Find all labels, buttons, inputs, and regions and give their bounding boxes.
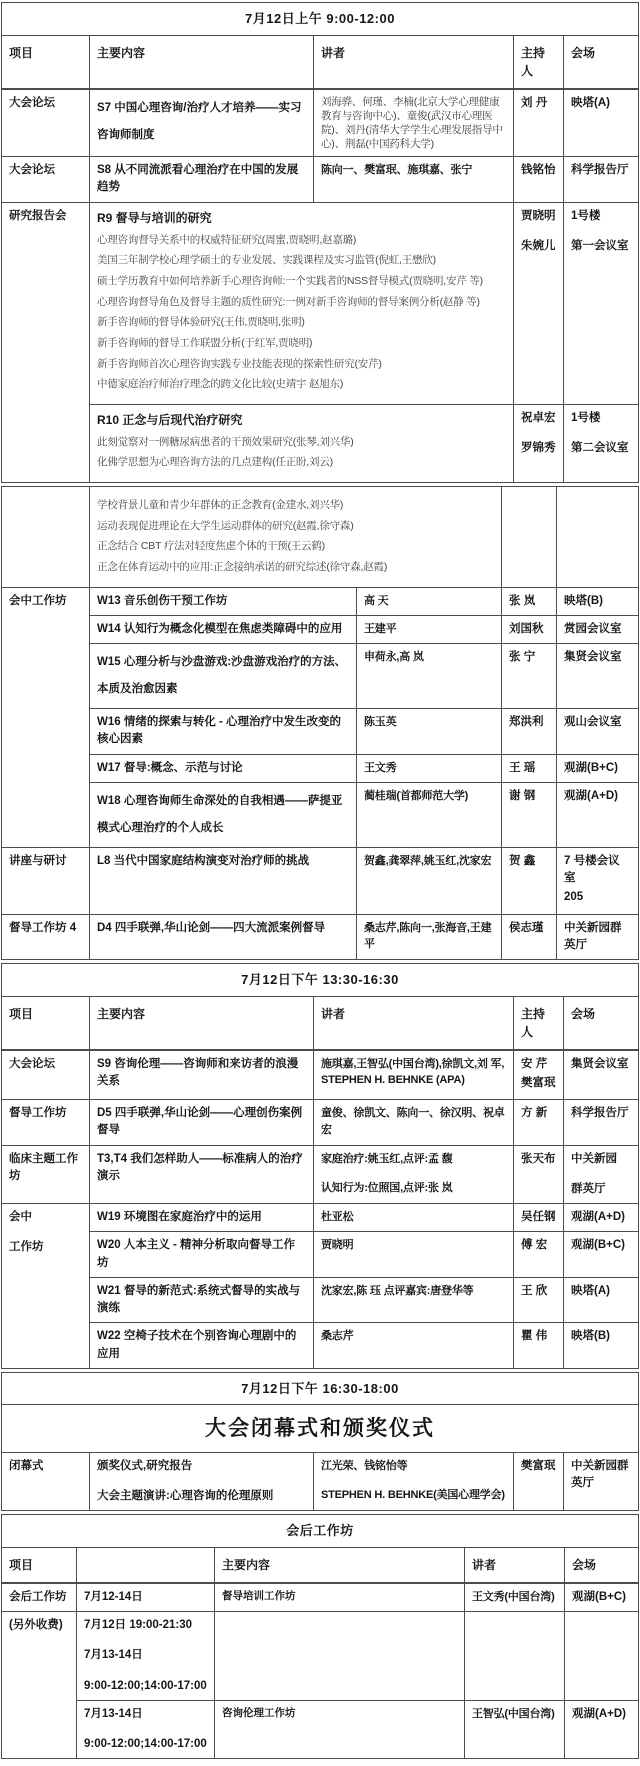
table-row xyxy=(2,847,639,914)
content-cell: 督导培训工作坊 xyxy=(215,1583,465,1612)
closing-ceremony-table xyxy=(1,1372,639,1512)
table-row xyxy=(2,3,639,36)
column-header xyxy=(77,1547,215,1583)
paper-item: 正念结合 CBT 疗法对轻度焦虑个体的干预(王云鹤) xyxy=(97,540,325,553)
content-cell: W17 督导:概念、示范与讨论 xyxy=(90,754,357,782)
content-cell: W16 情绪的探索与转化 - 心理治疗中发生改变的核心因素 xyxy=(90,709,357,755)
venue-cell: 映塔(A) xyxy=(564,1277,639,1323)
session-type-cell: 督导工作坊 xyxy=(2,1100,90,1146)
venue-cell: 观湖(B+C) xyxy=(557,754,639,782)
table-row xyxy=(2,1372,639,1405)
cell-line: 罗锦秀 xyxy=(521,442,556,455)
cell-line: 家庭治疗:姚玉红,点评:孟 馥 xyxy=(321,1152,453,1165)
morning-session-continued-table xyxy=(1,486,639,960)
column-header: 主持人 xyxy=(514,996,564,1050)
session-type-cell: (另外收费) xyxy=(2,1612,77,1759)
table-row xyxy=(2,487,639,588)
venue-cell xyxy=(564,1145,639,1204)
cell-line: 9:00-12:00;14:00-17:00 xyxy=(84,1738,207,1751)
chair-cell: 瞿 伟 xyxy=(514,1323,564,1369)
column-header: 项目 xyxy=(2,35,90,89)
afternoon-session-table xyxy=(1,963,639,1369)
column-header: 会场 xyxy=(565,1547,639,1583)
column-header: 项目 xyxy=(2,996,90,1050)
venue-cell xyxy=(564,202,639,404)
column-header: 讲者 xyxy=(314,996,514,1050)
content-cell: T3,T4 我们怎样助人——标准病人的治疗演示 xyxy=(90,1145,314,1204)
speakers-cell: 杜亚松 xyxy=(314,1204,514,1232)
table-row xyxy=(2,1232,639,1278)
speakers-cell xyxy=(314,1452,514,1511)
speakers-cell: 施琪嘉,王智弘(中国台湾),徐凯文,刘 军, STEPHEN H. BEHNKE (APA) xyxy=(314,1050,514,1100)
cell-line: 贾晓明 xyxy=(521,209,556,222)
cell-line: 7月13-14日 xyxy=(84,1707,143,1720)
paper-item: 正念在体育运动中的应用:正念接纳承诺的研究综述(徐守森,赵霞) xyxy=(97,561,388,574)
chair-cell: 张 岚 xyxy=(502,587,557,615)
venue-cell xyxy=(557,487,639,588)
table-row xyxy=(2,1612,639,1701)
venue-cell: 集贤会议室 xyxy=(557,644,639,709)
paper-item: 此刻觉察对一例糖尿病患者的干预效果研究(张琴,刘兴华) xyxy=(97,435,354,448)
table-row xyxy=(2,587,639,615)
table-row xyxy=(2,615,639,643)
table-row xyxy=(2,202,639,404)
column-header: 主要内容 xyxy=(90,35,314,89)
cell-line: 1号楼 xyxy=(571,209,601,222)
cell-line: 工作坊 xyxy=(9,1241,44,1254)
table-row xyxy=(2,1204,639,1232)
chair-cell xyxy=(514,202,564,404)
section-header: 会后工作坊 xyxy=(2,1515,639,1548)
speakers-cell: 王建平 xyxy=(357,615,502,643)
table-row xyxy=(2,914,639,960)
cell-line: 江光荣、钱铭怡等 xyxy=(321,1459,408,1472)
table-row xyxy=(2,1700,639,1759)
venue-cell: 观湖(B+C) xyxy=(565,1583,639,1612)
table-row xyxy=(2,1145,639,1204)
paper-item: 美国三年制学校心理学硕士的专业发展、实践课程及实习监管(倪虹,王懋欣) xyxy=(97,254,436,267)
venue-cell: 观湖(A+D) xyxy=(557,782,639,847)
cell-line: 樊富珉 xyxy=(521,1076,556,1089)
speakers-cell: 王智弘(中国台湾) xyxy=(465,1700,565,1759)
table-row xyxy=(2,644,639,709)
session-type-cell: 大会论坛 xyxy=(2,1050,90,1100)
cell-line: 群英厅 xyxy=(571,1182,606,1195)
venue-cell: 科学报告厅 xyxy=(564,157,639,203)
paper-item: 化佛学思想为心理咨询方法的几点建构(任正盼,刘云) xyxy=(97,456,333,469)
cell-line: 认知行为:位照国,点评:张 岚 xyxy=(321,1182,453,1195)
speakers-cell: 桑志芹,陈向一,张海音,王建平 xyxy=(357,914,502,960)
venue-cell: 观湖(B+C) xyxy=(564,1232,639,1278)
cell-line: 会中 xyxy=(9,1211,32,1224)
column-header: 会场 xyxy=(564,996,639,1050)
speakers-cell xyxy=(465,1612,565,1701)
chair-cell: 贺 鑫 xyxy=(502,847,557,914)
table-row xyxy=(2,1583,639,1612)
cell-line: 颁奖仪式,研究报告 xyxy=(97,1459,193,1472)
content-cell: W13 音乐创伤干预工作坊 xyxy=(90,587,357,615)
venue-cell: 中关新园群英厅 xyxy=(564,1452,639,1511)
speakers-cell: 高 天 xyxy=(357,587,502,615)
content-cell: W15 心理分析与沙盘游戏:沙盘游戏治疗的方法、本质及治愈因素 xyxy=(90,644,357,709)
paper-item: 硕士学历教育中如何培养新手心理咨询师:一个实践者的NSS督导模式(贾晓明,安芹 等) xyxy=(97,274,483,287)
table-row xyxy=(2,89,639,157)
venue-cell: 科学报告厅 xyxy=(564,1100,639,1146)
session-type-cell: 会后工作坊 xyxy=(2,1583,77,1612)
paper-item: 运动表现促进理论在大学生运动群体的研究(赵霞,徐守森) xyxy=(97,519,354,532)
table-row xyxy=(2,964,639,997)
paper-item: 新手咨询师的督导体验研究(王伟,贾晓明,张明) xyxy=(97,316,305,329)
paper-item: 新手咨询师首次心理咨询实践专业技能表现的探索性研究(安芹) xyxy=(97,357,382,370)
table-row xyxy=(2,35,639,89)
cell-line: 第一会议室 xyxy=(571,239,629,252)
chair-cell xyxy=(514,404,564,482)
chair-cell: 张 宁 xyxy=(502,644,557,709)
content-cell: W14 认知行为概念化模型在焦虑类障碍中的应用 xyxy=(90,615,357,643)
cell-line: 大会主题演讲:心理咨询的伦理原则 xyxy=(97,1490,274,1503)
speakers-cell: 陈向一、樊富珉、施琪嘉、张宁 xyxy=(314,157,514,203)
date-cell xyxy=(77,1700,215,1759)
session-type-cell: 讲座与研讨 xyxy=(2,847,90,914)
speakers-cell: 申荷永,高 岚 xyxy=(357,644,502,709)
content-cell: L8 当代中国家庭结构演变对治疗师的挑战 xyxy=(90,847,357,914)
chair-cell: 方 新 xyxy=(514,1100,564,1146)
chair-cell: 王 欣 xyxy=(514,1277,564,1323)
table-row xyxy=(2,1452,639,1511)
section-title: 大会闭幕式和颁奖仪式 xyxy=(2,1405,639,1453)
session-type-cell: 大会论坛 xyxy=(2,157,90,203)
table-row xyxy=(2,782,639,847)
session-type-cell xyxy=(2,487,90,588)
post-conference-workshops-table xyxy=(1,1514,639,1759)
column-header: 会场 xyxy=(564,35,639,89)
session-type-cell: 督导工作坊 4 xyxy=(2,914,90,960)
content-cell: D5 四手联弹,华山论剑——心理创伤案例督导 xyxy=(90,1100,314,1146)
paper-item: 中德家庭治疗师治疗理念的跨文化比较(史靖宇 赵旭东) xyxy=(97,378,344,391)
content-cell: D4 四手联弹,华山论剑——四大流派案例督导 xyxy=(90,914,357,960)
column-header: 讲者 xyxy=(314,35,514,89)
chair-cell: 侯志瑾 xyxy=(502,914,557,960)
chair-cell: 钱铭怡 xyxy=(514,157,564,203)
cell-line: 205 xyxy=(564,891,584,904)
column-header: 主持人 xyxy=(514,35,564,89)
column-header: 讲者 xyxy=(465,1547,565,1583)
column-header: 主要内容 xyxy=(90,996,314,1050)
speakers-cell: 刘海骅、何瑾、李楠(北京大学心理健康教育与咨询中心)、童俊(武汉市心理医院)、刘丹(清华大学学生心理发展指导中心)、荆磊(中国药科大学) xyxy=(314,89,514,157)
speakers-cell: 蔺桂瑞(首都师范大学) xyxy=(357,782,502,847)
content-cell: W20 人本主义 - 精神分析取向督导工作坊 xyxy=(90,1232,314,1278)
content-cell: W18 心理咨询师生命深处的自我相遇——萨提亚模式心理治疗的个人成长 xyxy=(90,782,357,847)
table-row xyxy=(2,1100,639,1146)
session-group-title: R10 正念与后现代治疗研究 xyxy=(97,412,243,427)
session-group-title: R9 督导与培训的研究 xyxy=(97,210,212,225)
chair-cell xyxy=(514,1050,564,1100)
venue-cell: 映塔(A) xyxy=(564,89,639,157)
chair-cell: 刘 丹 xyxy=(514,89,564,157)
content-cell xyxy=(90,202,514,404)
chair-cell: 吴任钢 xyxy=(514,1204,564,1232)
table-row xyxy=(2,1050,639,1100)
chair-cell: 张天布 xyxy=(514,1145,564,1204)
venue-cell xyxy=(557,847,639,914)
chair-cell: 樊富珉 xyxy=(514,1452,564,1511)
chair-cell: 刘国秋 xyxy=(502,615,557,643)
content-cell xyxy=(215,1612,465,1701)
venue-cell: 映塔(B) xyxy=(564,1323,639,1369)
paper-item: 新手咨询师的督导工作联盟分析(于红军,贾晓明) xyxy=(97,336,313,349)
table-row xyxy=(2,709,639,755)
cell-line: 祝卓宏 xyxy=(521,411,556,424)
cell-line: 7月13-14日 xyxy=(84,1649,143,1662)
cell-line: 1号楼 xyxy=(571,411,601,424)
section-header: 7月12日下午 16:30-18:00 xyxy=(2,1372,639,1405)
venue-cell: 集贤会议室 xyxy=(564,1050,639,1100)
table-row xyxy=(2,1515,639,1548)
session-type-cell: 闭幕式 xyxy=(2,1452,90,1511)
content-cell: S8 从不同流派看心理治疗在中国的发展趋势 xyxy=(90,157,314,203)
speakers-cell: 童俊、徐凯文、陈向一、徐汉明、祝卓宏 xyxy=(314,1100,514,1146)
paper-item: 心理咨询督导关系中的权威特征研究(周蜜,贾晓明,赵嘉璐) xyxy=(97,233,357,246)
paper-item: 心理咨询督导角色及督导主题的质性研究:一例对新手咨询师的督导案例分析(赵静 等) xyxy=(97,295,480,308)
venue-cell: 中关新园群英厅 xyxy=(557,914,639,960)
venue-cell: 观湖(A+D) xyxy=(564,1204,639,1232)
morning-session-table xyxy=(1,2,639,483)
chair-cell: 傅 宏 xyxy=(514,1232,564,1278)
cell-line: 9:00-12:00;14:00-17:00 xyxy=(84,1679,207,1692)
cell-line: 安 芹 xyxy=(521,1057,548,1070)
table-row xyxy=(2,157,639,203)
session-type-cell xyxy=(2,1204,90,1369)
content-cell xyxy=(90,1452,314,1511)
cell-line: 7月12日 19:00-21:30 xyxy=(84,1619,193,1632)
table-row xyxy=(2,996,639,1050)
speakers-cell: 贾晓明 xyxy=(314,1232,514,1278)
cell-line: 中关新园 xyxy=(571,1152,617,1165)
content-cell xyxy=(90,487,502,588)
table-row xyxy=(2,1277,639,1323)
content-cell: W19 环境图在家庭治疗中的运用 xyxy=(90,1204,314,1232)
content-cell: W21 督导的新范式:系统式督导的实战与演练 xyxy=(90,1277,314,1323)
chair-cell xyxy=(502,487,557,588)
session-type-cell: 研究报告会 xyxy=(2,202,90,482)
speakers-cell: 陈玉英 xyxy=(357,709,502,755)
chair-cell: 王 瑶 xyxy=(502,754,557,782)
speakers-cell: 贺鑫,龚翠萍,姚玉红,沈家宏 xyxy=(357,847,502,914)
session-type-cell: 临床主题工作坊 xyxy=(2,1145,90,1204)
cell-line: STEPHEN H. BEHNKE(美国心理学会) xyxy=(321,1489,505,1502)
date-cell: 7月12-14日 xyxy=(77,1583,215,1612)
chair-cell: 谢 钢 xyxy=(502,782,557,847)
table-row xyxy=(2,754,639,782)
speakers-cell xyxy=(314,1145,514,1204)
chair-cell: 郑洪利 xyxy=(502,709,557,755)
speakers-cell: 王文秀 xyxy=(357,754,502,782)
date-cell xyxy=(77,1612,215,1701)
table-row xyxy=(2,404,639,482)
cell-line: 朱婉儿 xyxy=(521,239,556,252)
venue-cell xyxy=(565,1612,639,1701)
speakers-cell: 沈家宏,陈 珏 点评嘉宾:唐登华等 xyxy=(314,1277,514,1323)
table-row xyxy=(2,1323,639,1369)
speakers-cell: 王文秀(中国台湾) xyxy=(465,1583,565,1612)
cell-line: 7 号楼会议室 xyxy=(564,854,620,885)
table-row xyxy=(2,1547,639,1583)
speakers-cell: 桑志芹 xyxy=(314,1323,514,1369)
venue-cell: 赏园会议室 xyxy=(557,615,639,643)
content-cell: W22 空椅子技术在个别咨询心理剧中的应用 xyxy=(90,1323,314,1369)
content-cell: S7 中国心理咨询/治疗人才培养——实习咨询师制度 xyxy=(90,89,314,157)
section-header: 7月12日下午 13:30-16:30 xyxy=(2,964,639,997)
session-type-cell: 会中工作坊 xyxy=(2,587,90,847)
session-type-cell: 大会论坛 xyxy=(2,89,90,157)
venue-cell xyxy=(564,404,639,482)
content-cell: 咨询伦理工作坊 xyxy=(215,1700,465,1759)
content-cell: S9 咨询伦理——咨询师和来访者的浪漫关系 xyxy=(90,1050,314,1100)
content-cell xyxy=(90,404,514,482)
column-header: 主要内容 xyxy=(215,1547,465,1583)
venue-cell: 观湖(A+D) xyxy=(565,1700,639,1759)
table-row xyxy=(2,1405,639,1453)
venue-cell: 映塔(B) xyxy=(557,587,639,615)
paper-item: 学校背景儿童和青少年群体的正念教育(金建水,刘兴华) xyxy=(97,499,344,512)
section-header: 7月12日上午 9:00-12:00 xyxy=(2,3,639,36)
venue-cell: 观山会议室 xyxy=(557,709,639,755)
cell-line: 第二会议室 xyxy=(571,442,629,455)
column-header: 项目 xyxy=(2,1547,77,1583)
